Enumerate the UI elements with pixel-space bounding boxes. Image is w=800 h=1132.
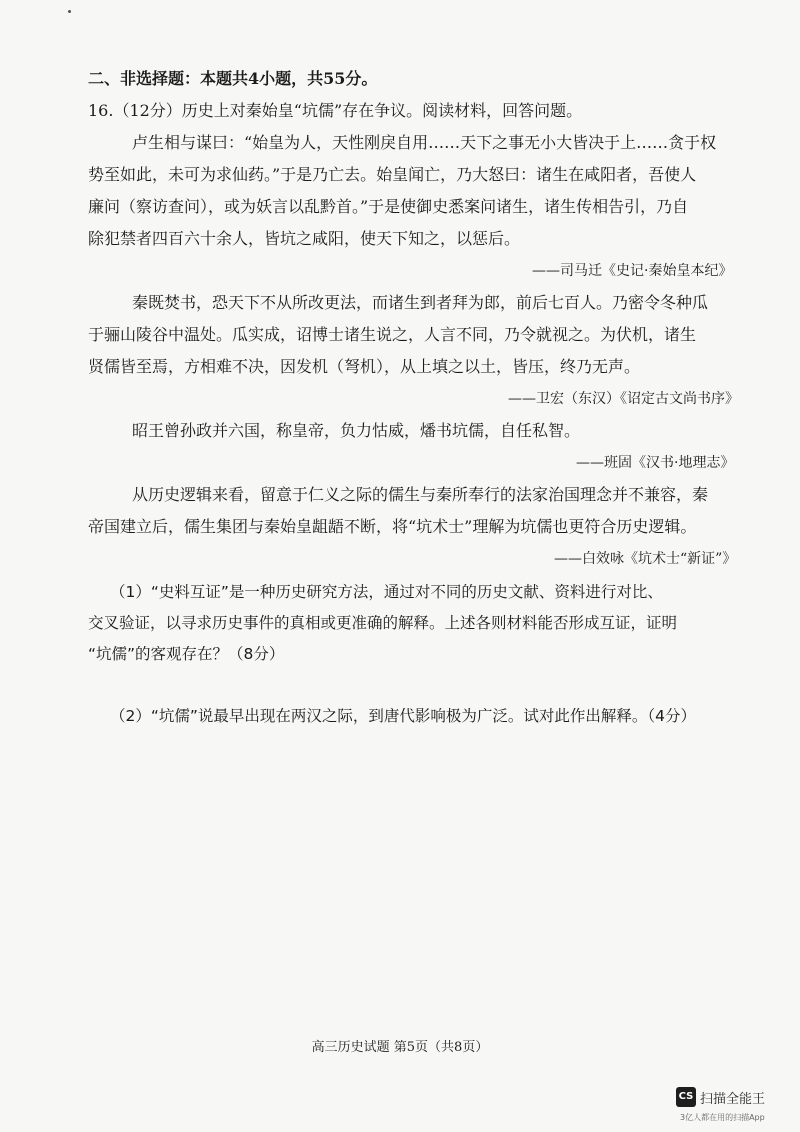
scanner-app-name: 扫描全能王 [700, 1092, 766, 1107]
page-footer: 高三历史试题 第5页（共8页） [311, 1040, 489, 1055]
material1-line: 廉问（察访查问），或为妖言以乱黔首。”于是使御史悉案问诸生，诸生传相告引，乃自 [88, 197, 689, 216]
subquestion-1-line: “坑儒”的客观存在？（8分） [88, 645, 285, 663]
subquestion-1-line: 交叉验证，以寻求历史事件的真相或更准确的解释。上述各则材料能否形成互证，证明 [88, 614, 678, 632]
subquestion-1-line: （1）“史料互证”是一种历史研究方法，通过对不同的历史文献、资料进行对比、 [110, 583, 663, 601]
section-heading: 二、非选择题：本题共4小题，共55分。 [88, 69, 378, 88]
material2-line: 贤儒皆至焉，方相难不决，因发机（弩机），从上填之以土，皆压，终乃无声。 [88, 357, 641, 376]
material1-line: 卢生相与谋曰：“始皇为人，天性刚戾自用……天下之事无小大皆决于上……贪于权 [132, 133, 717, 152]
material3-line: 昭王曾孙政并六国，称皇帝，负力怙威，燔书坑儒，自任私智。 [132, 421, 581, 440]
material2-line: 秦既焚书，恐天下不从所改更法，而诸生到者拜为郎，前后七百人。乃密令冬种瓜 [132, 293, 709, 312]
question-16-stem: 16.（12分）历史上对秦始皇“坑儒”存在争议。阅读材料，回答问题。 [88, 101, 583, 120]
material1-line: 势至如此，未可为求仙药。”于是乃亡去。始皇闻亡，乃大怒曰：诸生在咸阳者，吾使人 [88, 165, 697, 184]
material4-line: 从历史逻辑来看，留意于仁义之际的儒生与秦所奉行的法家治国理念并不兼容，秦 [132, 485, 709, 504]
scanner-logo-icon: CS [676, 1087, 696, 1107]
material2-source: ——卫宏（东汉）《诏定古文尚书序》 [508, 391, 739, 407]
subquestion-2-line: （2）“坑儒”说最早出现在两汉之际，到唐代影响极为广泛。试对此作出解释。（4分） [110, 707, 697, 725]
material1-line: 除犯禁者四百六十余人，皆坑之咸阳，使天下知之，以惩后。 [88, 229, 521, 248]
material4-line: 帝国建立后，儒生集团与秦始皇龃龉不断，将“坑术士”理解为坑儒也更符合历史逻辑。 [88, 517, 697, 536]
material1-source: ——司马迁《史记·秦始皇本纪》 [532, 263, 733, 279]
scan-speck [68, 10, 71, 13]
scanner-watermark [676, 1083, 796, 1129]
material2-line: 于骊山陵谷中温处。瓜实成，诏博士诸生说之，人言不同，乃令就视之。为伏机，诸生 [88, 325, 697, 344]
scanner-tagline: 3亿人都在用的扫描App [680, 1113, 765, 1122]
material3-source: ——班固《汉书·地理志》 [576, 455, 735, 471]
material4-source: ——白效咏《坑术士“新证”》 [554, 551, 737, 567]
